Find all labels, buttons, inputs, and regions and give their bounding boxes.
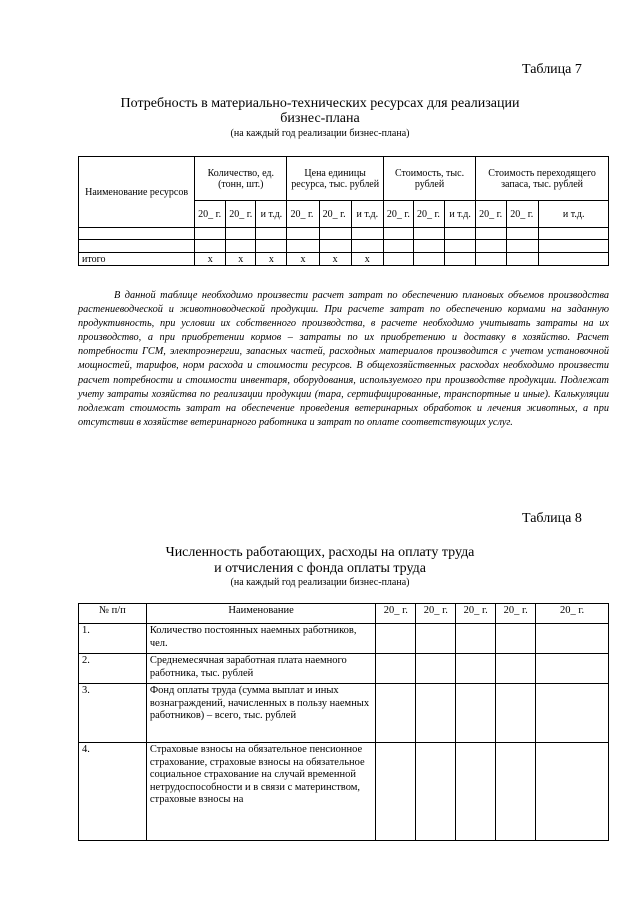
table-row (79, 654, 609, 684)
etc-cell: и т.д. (351, 201, 383, 228)
table7-subtitle: (на каждый год реализации бизнес-плана) (230, 128, 410, 139)
table7-label: Таблица 7 (522, 62, 582, 77)
etc-cell: и т.д. (256, 201, 287, 228)
x-mark: х (287, 253, 319, 266)
header-resource-name: Наименование ресурсов (79, 157, 195, 228)
etc-cell: и т.д. (445, 201, 476, 228)
x-mark: х (195, 253, 226, 266)
table8-subtitle: (на каждый год реализации бизнес-плана) (230, 577, 410, 588)
table8-label: Таблица 8 (522, 511, 582, 526)
x-mark: х (319, 253, 351, 266)
table8 (78, 603, 609, 841)
table-row (79, 743, 609, 841)
row-name: Количество постоянных наемных работников, чел. (146, 624, 376, 654)
table-row (79, 624, 609, 654)
header-year: 20_ г. (456, 604, 496, 624)
header-cost: Стоимость, тыс. рублей (383, 157, 475, 201)
instructions-paragraph: В данной таблице необходимо произвести расчет затрат по обеспечению плановых объемов производства растениеводческой и животноводческой продукции. При расчете затрат по обеспечению кормами на заданную продуктивность, при условии их собственного производства, в расчете необходимо учитывать затраты на их производство, а при приобретении кормов – затраты по их приобретению и доставку в хозяйство. Расчет потребности ГСМ, электроэнергии, запасных частей, расходных материалов производится с учетом установочной мощностей, тарифов, норм расхода и стоимости ресурсов. В общехозяйственных расходах необходимо произвести расчет потребности и стоимости инвентаря, оборудования, используемого при производстве продукции. Подлежат учету затраты хозяйства по реализации продукции (тара, сертифицированные, транспортные и иные). Калькуляции подлежат стоимость затрат на обеспечение проведения ветеринарных обработок и лечения животных, а при отсутствии в хозяйстве ветеринарного работника и затрат по оплате соответствующих услуг. (78, 290, 609, 428)
year-cell: 20_ г. (507, 201, 539, 228)
header-name: Наименование (146, 604, 376, 624)
table8-title-line2: и отчисления с фонда оплаты труда (214, 561, 426, 576)
row-num: 4. (79, 743, 147, 841)
header-unit-price: Цена единицы ресурса, тыс. рублей (287, 157, 383, 201)
row-name: Страховые взносы на обязательное пенсионное страхование, страховые взносы на обязательное социальное страхование на случай временной нетрудоспособности и в связи с материнством, страховые взносы на (146, 743, 376, 841)
table-row (79, 240, 609, 253)
year-cell: 20_ г. (195, 201, 226, 228)
table7 (78, 156, 609, 266)
table-row (79, 684, 609, 743)
table7-title-line2: бизнес-плана (280, 111, 360, 126)
header-year: 20_ г. (536, 604, 609, 624)
year-cell: 20_ г. (319, 201, 351, 228)
x-mark: х (256, 253, 287, 266)
etc-cell: и т.д. (539, 201, 609, 228)
x-mark: х (351, 253, 383, 266)
year-cell: 20_ г. (413, 201, 444, 228)
header-year: 20_ г. (376, 604, 416, 624)
row-num: 3. (79, 684, 147, 743)
x-mark: х (226, 253, 256, 266)
row-num: 1. (79, 624, 147, 654)
table-row-total (79, 253, 609, 266)
year-cell: 20_ г. (226, 201, 256, 228)
table-row (79, 228, 609, 240)
table8-title-line1: Численность работающих, расходы на оплату труда (165, 545, 475, 560)
row-name: Среднемесячная заработная плата наемного работника, тыс. рублей (146, 654, 376, 684)
header-carry-over: Стоимость переходящего запаса, тыс. рублей (476, 157, 609, 201)
header-year: 20_ г. (416, 604, 456, 624)
header-quantity: Количество, ед. (тонн, шт.) (195, 157, 287, 201)
row-name: Фонд оплаты труда (сумма выплат и иных вознаграждений, начисленных в пользу наемных работников) – всего, тыс. рублей (146, 684, 376, 743)
year-cell: 20_ г. (383, 201, 413, 228)
header-num: № п/п (79, 604, 147, 624)
table7-title-line1: Потребность в материально-технических ресурсах для реализации (120, 96, 520, 111)
header-year: 20_ г. (496, 604, 536, 624)
row-num: 2. (79, 654, 147, 684)
year-cell: 20_ г. (476, 201, 507, 228)
total-label: итого (79, 253, 195, 266)
year-cell: 20_ г. (287, 201, 319, 228)
